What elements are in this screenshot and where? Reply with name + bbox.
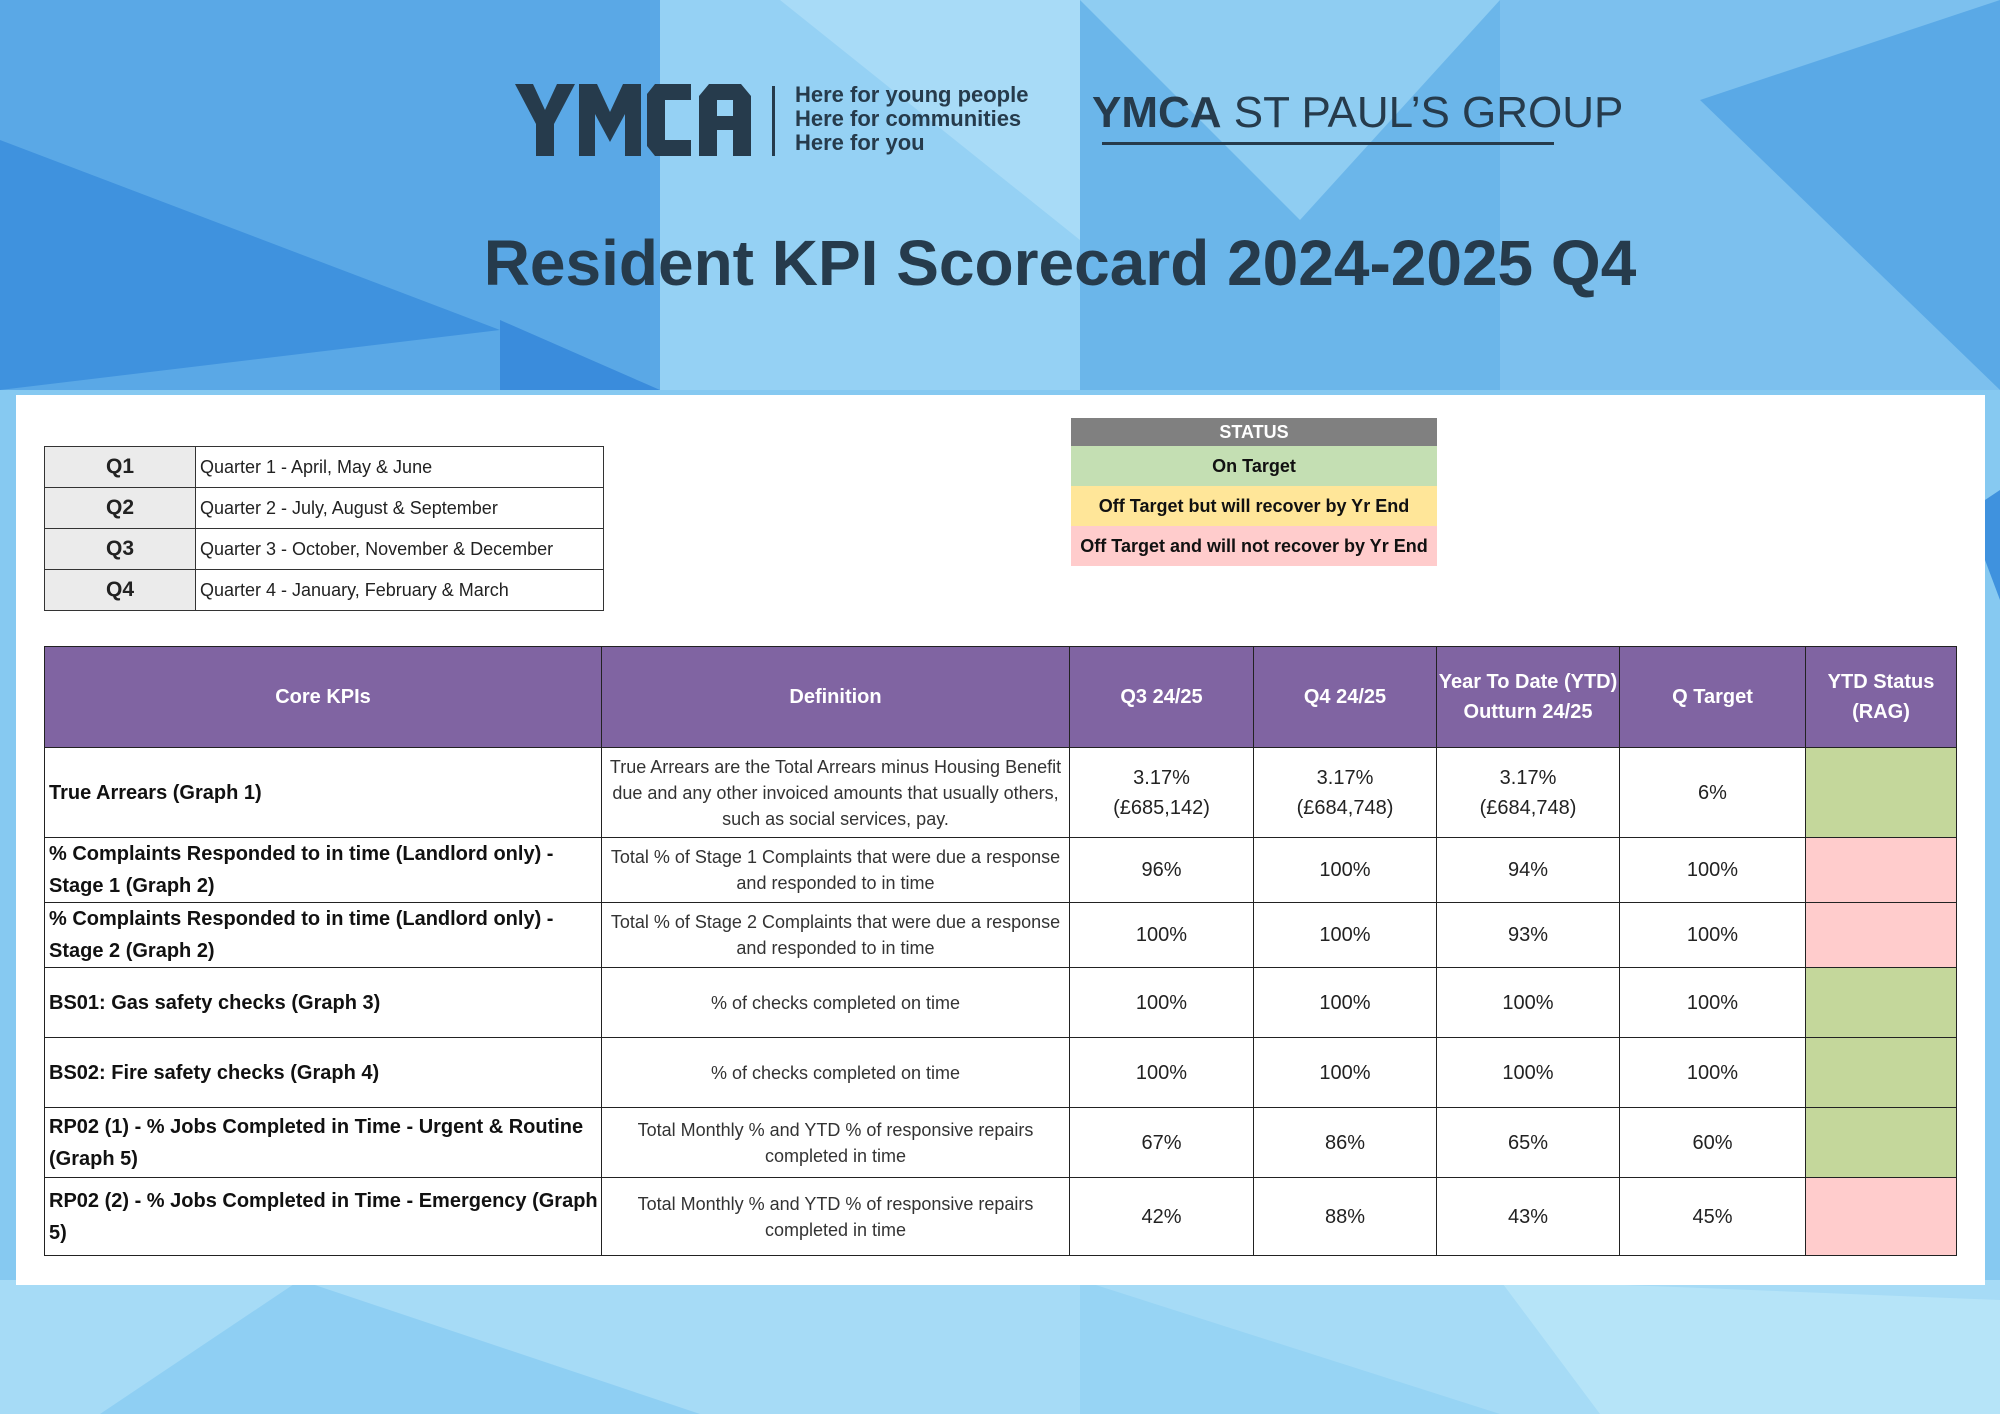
kpi-q3-value: 3.17% [1133,766,1190,789]
quarter-row [45,570,604,611]
group-name-rest: ST PAUL’S GROUP [1221,88,1624,137]
kpi-name: RP02 (1) - % Jobs Completed in Time - Urgent & Routine (Graph 5) [45,1108,602,1178]
kpi-name: % Complaints Responded to in time (Landlord only) - Stage 1 (Graph 2) [45,838,602,903]
kpi-ytd-value: 100% [1502,1061,1554,1084]
kpi-q4-value: 100% [1319,924,1371,946]
kpi-q4-value: 86% [1324,1131,1366,1154]
quarter-description: Quarter 1 - April, May & June [196,447,604,488]
tagline-line: Here for young people [795,82,1029,107]
kpi-name: RP02 (2) - % Jobs Completed in Time - Emergency (Graph 5) [45,1178,602,1256]
kpi-q4-value: 100% [1319,859,1371,881]
kpi-q3-value: 100% [1135,924,1188,946]
kpi-column-header: Q4 24/25 [1254,647,1437,748]
kpi-q3-value: 42% [1141,1205,1182,1228]
kpi-ytd-cell [1437,1178,1620,1256]
kpi-q3-cell [1070,1038,1254,1108]
quarter-row [45,529,604,570]
status-header-row [1071,418,1437,446]
kpi-q4-amount: (£684,748) [1296,796,1394,819]
quarter-description: Quarter 4 - January, February & March [196,570,604,611]
kpi-name: BS01: Gas safety checks (Graph 3) [45,968,602,1038]
quarter-key: Q3 [45,529,196,570]
kpi-rag-status [1806,903,1957,968]
kpi-target: 100% [1620,838,1806,903]
logo-divider [772,86,775,156]
kpi-ytd-value: 100% [1502,991,1554,1014]
kpi-target: 45% [1620,1178,1806,1256]
kpi-ytd-value: 93% [1507,924,1549,946]
kpi-name: BS02: Fire safety checks (Graph 4) [45,1038,602,1108]
ymca-logo [513,84,753,158]
kpi-q4-value: 3.17% [1316,766,1374,789]
kpi-target: 100% [1620,903,1806,968]
kpi-ytd-value: 43% [1507,1205,1549,1228]
status-header: STATUS [1071,418,1437,446]
quarter-legend-table [44,446,604,611]
kpi-column-header: YTD Status (RAG) [1806,647,1957,748]
kpi-q3-cell [1070,1178,1254,1256]
kpi-ytd-value: 3.17% [1499,766,1557,789]
kpi-row [45,838,1957,903]
kpi-row [45,903,1957,968]
kpi-column-header: Q3 24/25 [1070,647,1254,748]
group-name [1092,88,1623,138]
kpi-target: 6% [1620,748,1806,838]
kpi-q3-value: 96% [1141,859,1182,881]
tagline [795,83,1028,155]
kpi-name: True Arrears (Graph 1) [45,748,602,838]
quarter-key: Q1 [45,447,196,488]
kpi-ytd-value: 65% [1507,1131,1549,1154]
kpi-table [44,646,1957,1256]
kpi-q4-cell [1254,903,1437,968]
kpi-q3-cell [1070,1108,1254,1178]
kpi-header-row [45,647,1957,748]
kpi-row [45,1108,1957,1178]
kpi-definition: % of checks completed on time [602,968,1070,1038]
kpi-target: 100% [1620,968,1806,1038]
kpi-column-header: Definition [602,647,1070,748]
status-row [1071,486,1437,526]
group-name-underline [1102,142,1554,145]
kpi-ytd-cell [1437,1038,1620,1108]
kpi-definition: Total Monthly % and YTD % of responsive repairs completed in time [602,1108,1070,1178]
kpi-ytd-cell [1437,968,1620,1038]
kpi-ytd-cell [1437,903,1620,968]
kpi-column-header: Year To Date (YTD) Outturn 24/25 [1437,647,1620,748]
kpi-ytd-cell [1437,748,1620,838]
kpi-rag-status [1806,1108,1957,1178]
kpi-column-header: Core KPIs [45,647,602,748]
kpi-rag-status [1806,1038,1957,1108]
status-row [1071,526,1437,566]
kpi-q4-cell [1254,748,1437,838]
kpi-rag-status [1806,838,1957,903]
kpi-rag-status [1806,1178,1957,1256]
page-title: Resident KPI Scorecard 2024-2025 Q4 [483,227,1637,299]
kpi-row [45,968,1957,1038]
kpi-row [45,1038,1957,1108]
kpi-rag-status [1806,748,1957,838]
kpi-q4-value: 88% [1324,1205,1366,1228]
kpi-q4-cell [1254,1108,1437,1178]
kpi-q4-value: 100% [1319,1061,1371,1084]
status-label: Off Target and will not recover by Yr End [1071,526,1437,566]
kpi-definition: Total Monthly % and YTD % of responsive repairs completed in time [602,1178,1070,1256]
quarter-key: Q4 [45,570,196,611]
kpi-ytd-value: 94% [1507,859,1549,881]
status-label: Off Target but will recover by Yr End [1071,486,1437,526]
kpi-q3-cell [1070,748,1254,838]
kpi-column-header: Q Target [1620,647,1806,748]
kpi-target: 100% [1620,1038,1806,1108]
kpi-ytd-amount: (£684,748) [1479,796,1577,819]
kpi-definition: Total % of Stage 1 Complaints that were due a response and responded to in time [602,838,1070,903]
status-legend [1071,418,1437,566]
kpi-target: 60% [1620,1108,1806,1178]
kpi-q3-value: 67% [1141,1131,1182,1154]
kpi-definition: Total % of Stage 2 Complaints that were due a response and responded to in time [602,903,1070,968]
tagline-line: Here for communities [795,106,1022,131]
status-label: On Target [1071,446,1437,486]
quarter-row [45,447,604,488]
kpi-q3-value: 100% [1135,1061,1188,1084]
kpi-q3-cell [1070,838,1254,903]
kpi-definition: % of checks completed on time [602,1038,1070,1108]
kpi-rag-status [1806,968,1957,1038]
status-row [1071,446,1437,486]
quarter-description: Quarter 3 - October, November & December [196,529,604,570]
kpi-q3-value: 100% [1135,991,1188,1014]
quarter-key: Q2 [45,488,196,529]
kpi-definition: True Arrears are the Total Arrears minus Housing Benefit due and any other invoiced amounts that usually others, such as social services, pay. [602,748,1070,838]
kpi-q4-cell [1254,968,1437,1038]
kpi-row [45,748,1957,838]
tagline-line: Here for you [795,130,925,155]
kpi-q3-amount: (£685,142) [1113,796,1210,819]
quarter-row [45,488,604,529]
kpi-ytd-cell [1437,1108,1620,1178]
kpi-row [45,1178,1957,1256]
kpi-q4-cell [1254,1178,1437,1256]
group-name-bold: YMCA [1092,88,1222,137]
kpi-q3-cell [1070,968,1254,1038]
kpi-ytd-cell [1437,838,1620,903]
kpi-q4-value: 100% [1319,991,1371,1014]
kpi-q4-cell [1254,838,1437,903]
kpi-name: % Complaints Responded to in time (Landlord only) - Stage 2 (Graph 2) [45,903,602,968]
quarter-description: Quarter 2 - July, August & September [196,488,604,529]
kpi-q4-cell [1254,1038,1437,1108]
kpi-q3-cell [1070,903,1254,968]
